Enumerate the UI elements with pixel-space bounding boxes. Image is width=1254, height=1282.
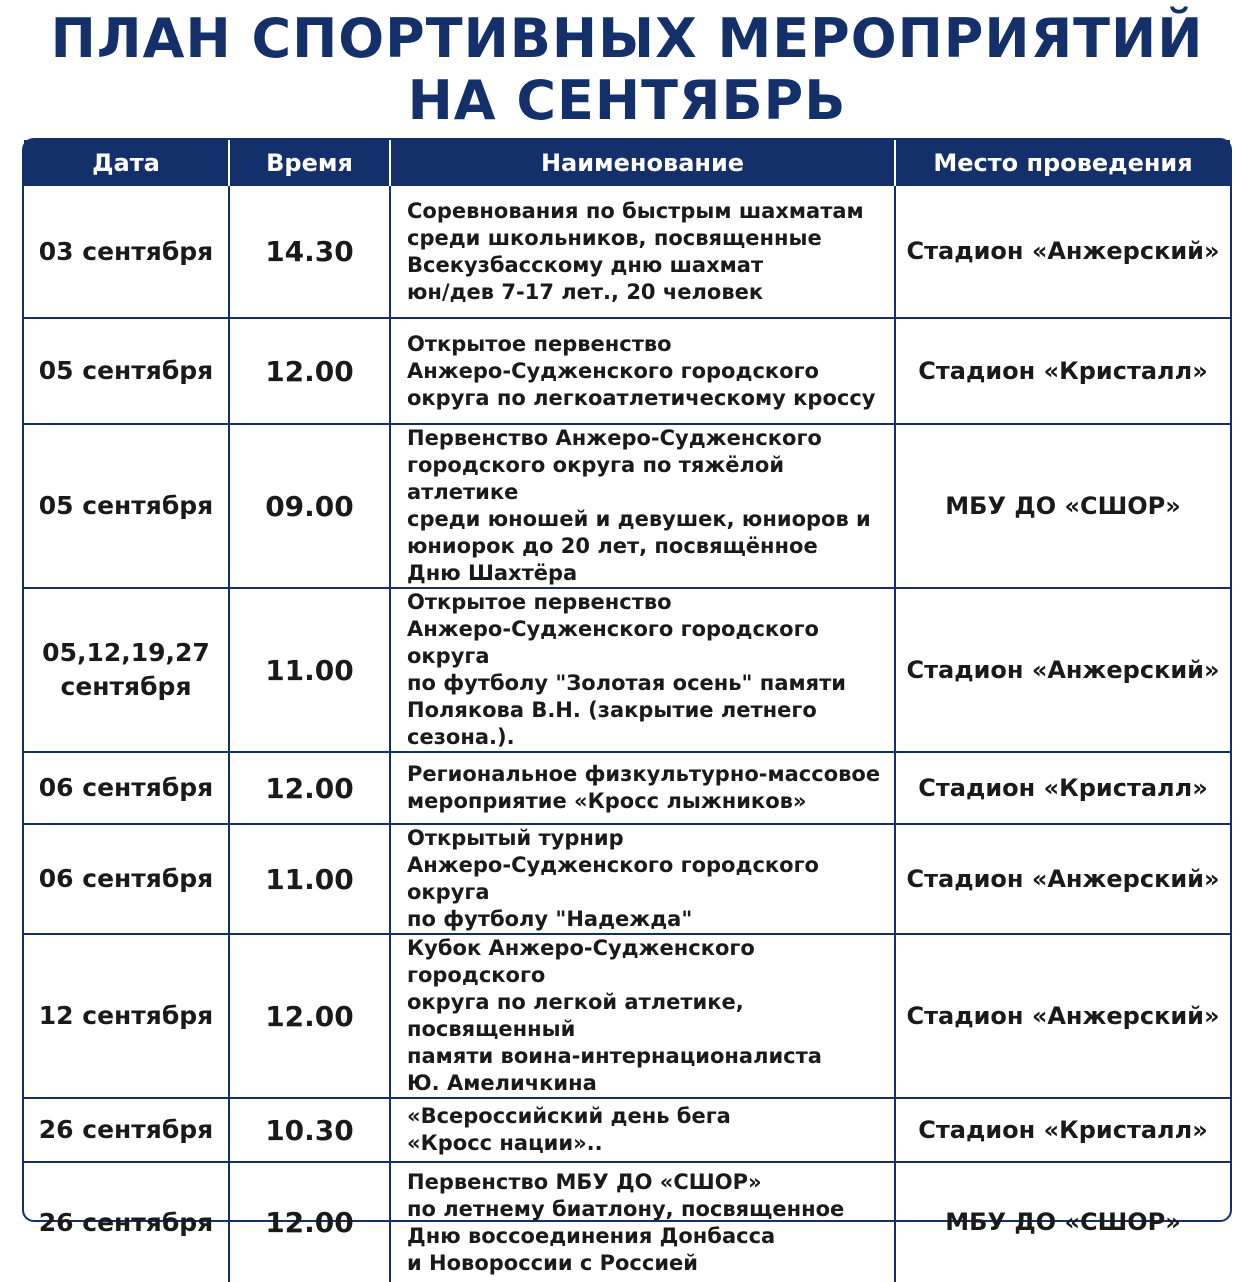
cell-time: 09.00 <box>229 424 390 588</box>
cell-time: 12.00 <box>229 752 390 824</box>
cell-date: 05,12,19,27 сентября <box>24 588 229 752</box>
events-table <box>22 138 1232 1275</box>
table-row <box>24 1098 1230 1162</box>
cell-place: Стадион «Кристалл» <box>895 752 1230 824</box>
table-row <box>24 1162 1230 1282</box>
cell-time: 11.00 <box>229 588 390 752</box>
cell-date: 06 сентября <box>24 824 229 934</box>
header-place: Место проведения <box>895 140 1230 186</box>
cell-time: 12.00 <box>229 318 390 424</box>
table-row <box>24 186 1230 318</box>
page-title <box>0 8 1254 132</box>
cell-name: Соревнования по быстрым шахматам среди школьников, посвященные Всекузбасскому дню шахмат юн/дев 7-17 лет., 20 человек <box>390 186 895 318</box>
cell-time: 12.00 <box>229 934 390 1098</box>
cell-date: 26 сентября <box>24 1098 229 1162</box>
title-line-2: НА СЕНТЯБРЬ <box>407 69 847 132</box>
cell-time: 11.00 <box>229 824 390 934</box>
cell-name: Открытый турнир Анжеро-Судженского городского округа по футболу "Надежда" <box>390 824 895 934</box>
cell-place: Стадион «Анжерский» <box>895 824 1230 934</box>
header-date: Дата <box>24 140 229 186</box>
cell-name: Первенство Анжеро-Судженского городского округа по тяжёлой атлетике среди юношей и девушек, юниоров и юниорок до 20 лет, посвящённое Дню Шахтёра <box>390 424 895 588</box>
cell-place: МБУ ДО «СШОР» <box>895 424 1230 588</box>
cell-name: Открытое первенство Анжеро-Судженского городского округа по легкоатлетическому кроссу <box>390 318 895 424</box>
cell-name: Региональное физкультурно-массовое мероприятие «Кросс лыжников» <box>390 752 895 824</box>
table-header-row <box>24 140 1230 186</box>
cell-date: 05 сентября <box>24 424 229 588</box>
header-name: Наименование <box>390 140 895 186</box>
table-row <box>24 752 1230 824</box>
cell-time: 10.30 <box>229 1098 390 1162</box>
cell-time: 14.30 <box>229 186 390 318</box>
cell-date: 06 сентября <box>24 752 229 824</box>
cell-time: 12.00 <box>229 1162 390 1282</box>
cell-name: Открытое первенство Анжеро-Судженского городского округа по футболу "Золотая осень" памяти Полякова В.Н. (закрытие летнего сезона.). <box>390 588 895 752</box>
cell-date: 12 сентября <box>24 934 229 1098</box>
cell-place: Стадион «Анжерский» <box>895 588 1230 752</box>
cell-place: МБУ ДО «СШОР» <box>945 1208 1181 1236</box>
cell-place: Стадион «Кристалл» <box>895 1098 1230 1162</box>
cell-date: 26 сентября <box>24 1162 229 1282</box>
cell-date: 05 сентября <box>24 318 229 424</box>
title-line-1: ПЛАН СПОРТИВНЫХ МЕРОПРИЯТИЙ <box>50 7 1204 70</box>
table-row <box>24 824 1230 934</box>
table-row <box>24 588 1230 752</box>
cell-place: Стадион «Анжерский» <box>895 934 1230 1098</box>
header-time: Время <box>229 140 390 186</box>
cell-place: Стадион «Анжерский» <box>895 186 1230 318</box>
cell-name: «Всероссийский день бега «Кросс нации».. <box>390 1098 895 1162</box>
table-row <box>24 318 1230 424</box>
cell-date: 03 сентября <box>24 186 229 318</box>
table-row <box>24 424 1230 588</box>
cell-place: Стадион «Кристалл» <box>895 318 1230 424</box>
table-row <box>24 934 1230 1098</box>
cell-name: Кубок Анжеро-Судженского городского округа по легкой атлетике, посвященный памяти воина-интернационалиста Ю. Амеличкина <box>390 934 895 1098</box>
cell-name: Первенство МБУ ДО «СШОР» по летнему биатлону, посвященное Дню воссоединения Донбасса и Новороссии с Россией <box>390 1162 895 1282</box>
